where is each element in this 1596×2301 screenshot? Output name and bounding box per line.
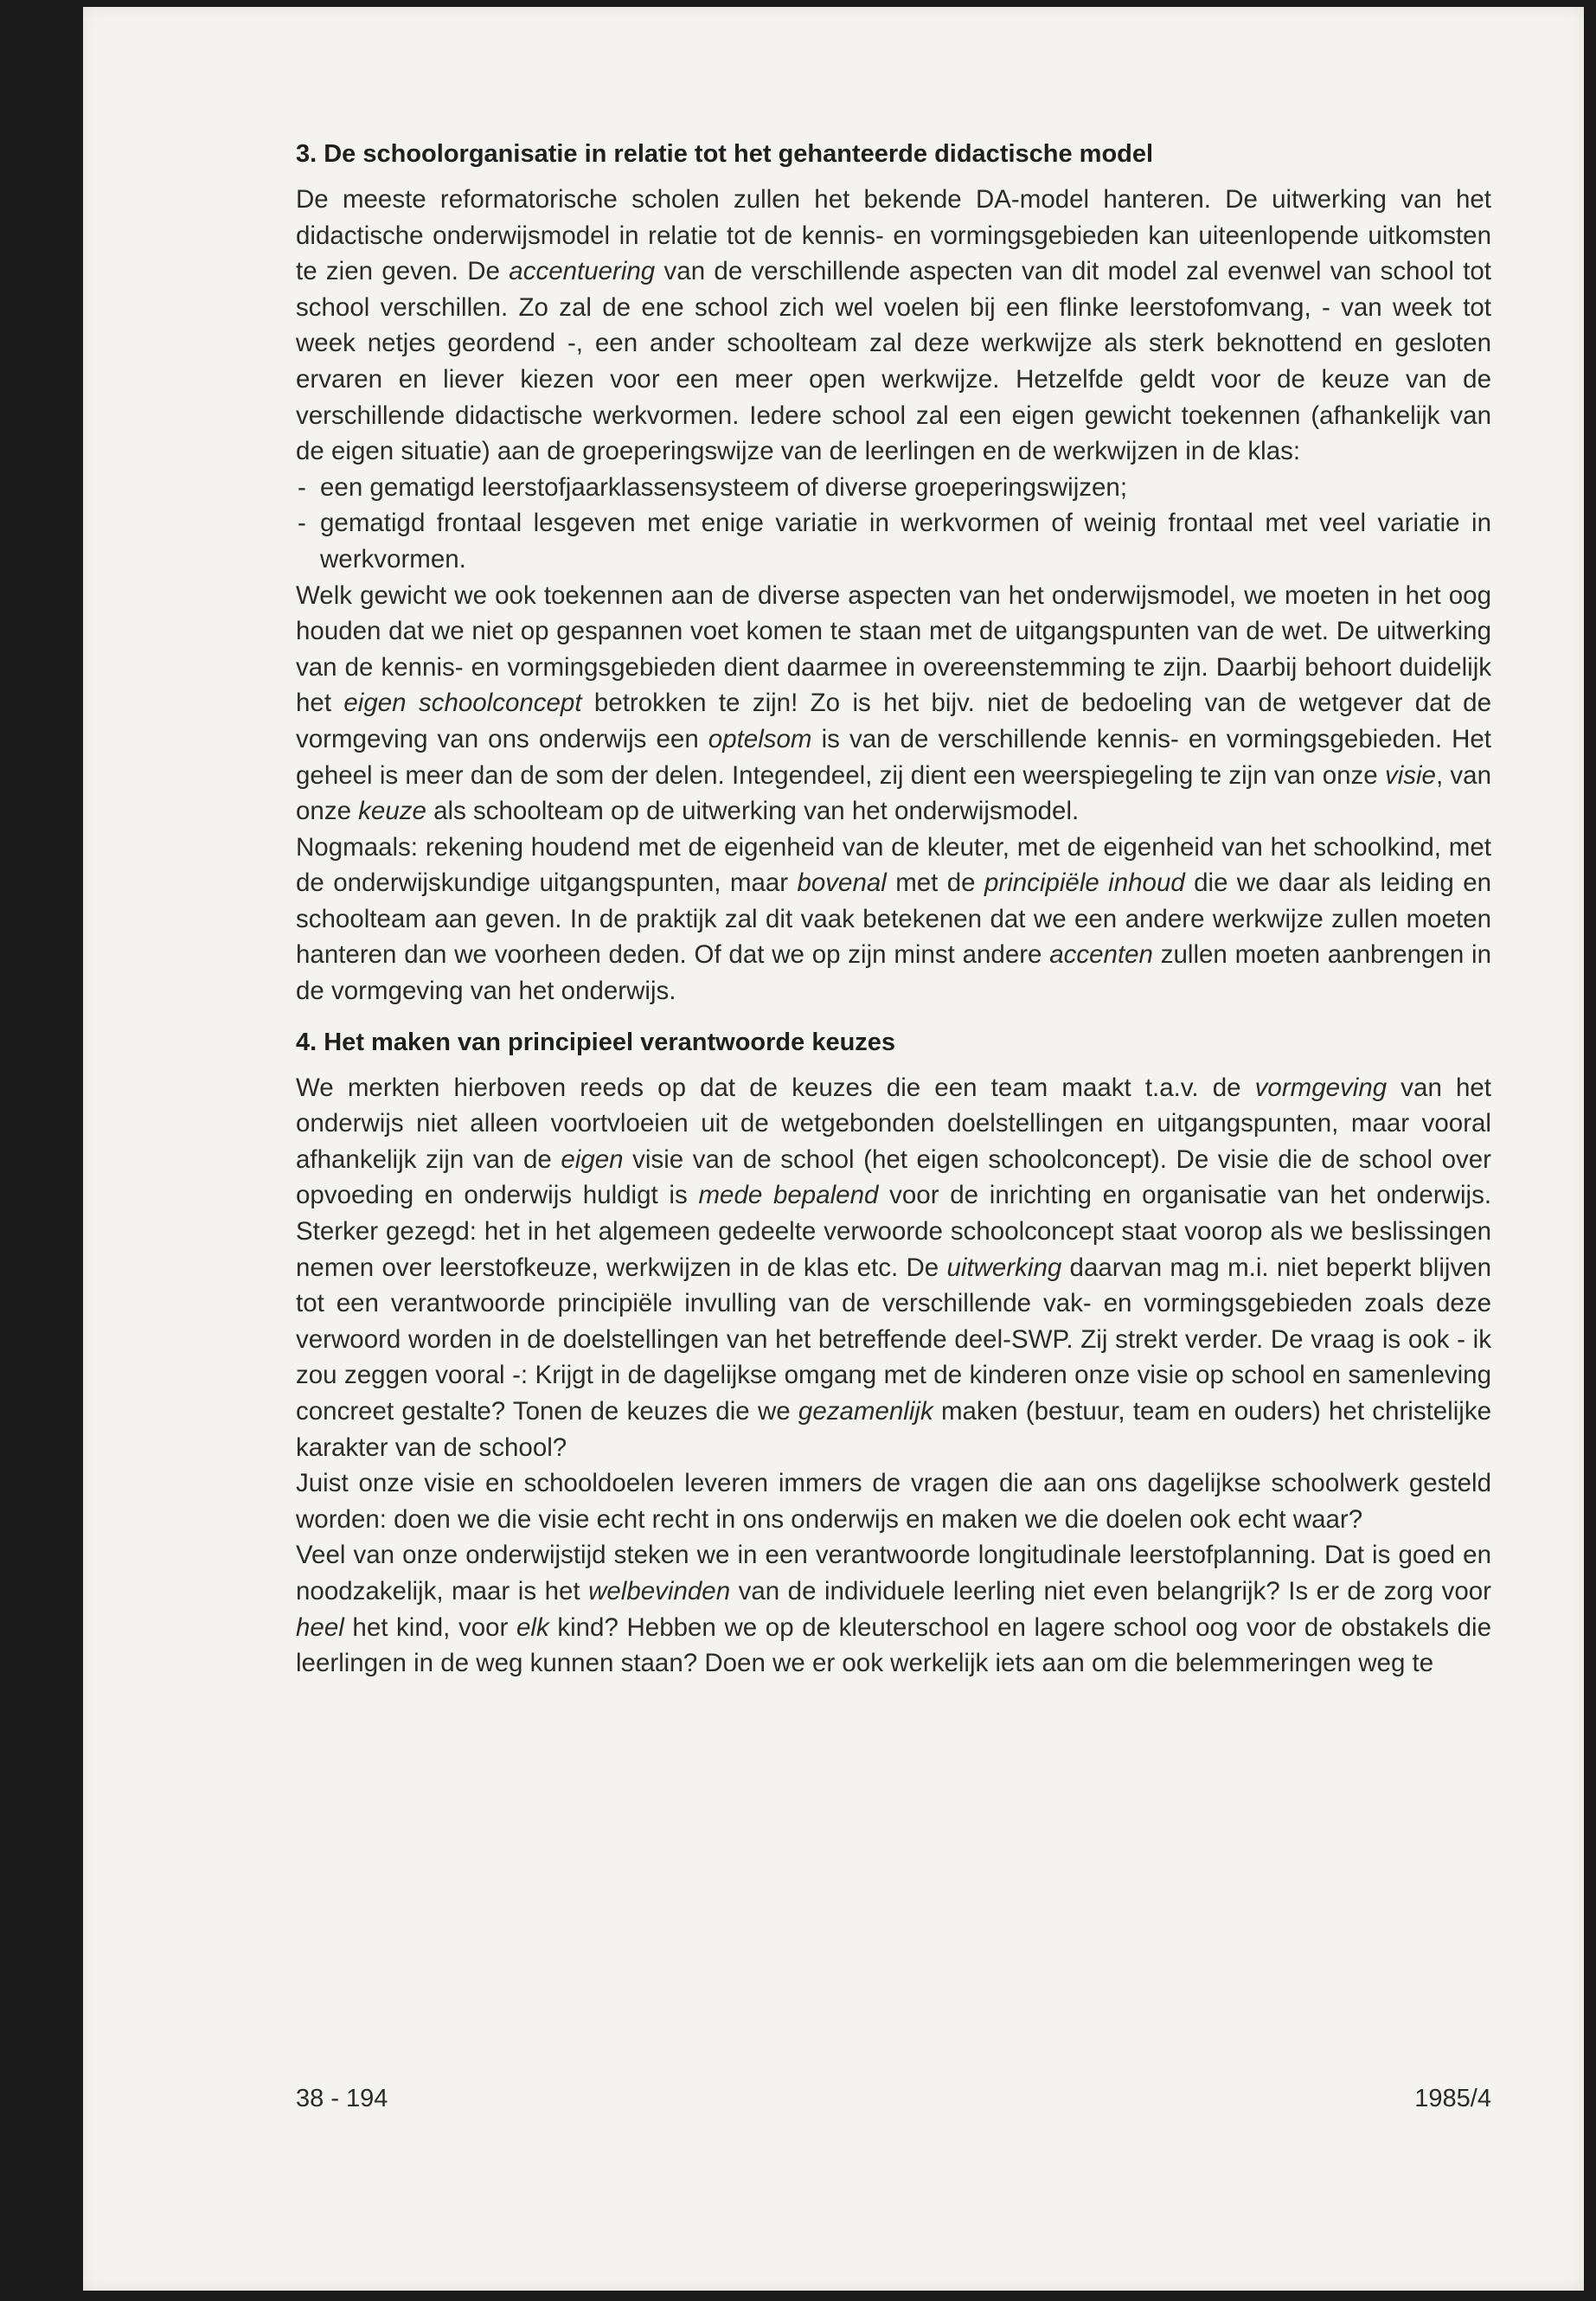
page-sheet (83, 7, 1584, 2291)
section-3-paragraph-1: De meeste reformatorische scholen zullen het bekende DA-model hanteren. De uitwerking van het didactische onderwijsmodel in relatie tot de kennis- en vormingsgebieden kan uiteenlopende uitkomsten te zien geven. De accentuering van de verschillende aspecten van dit model zal evenwel van school tot school verschillen. Zo zal de ene school zich wel voelen bij een flinke leerstofomvang, - van week tot week netjes geordend -, een ander schoolteam zal deze werkwijze als sterk beknottend en gesloten ervaren en liever kiezen voor een meer open werkwijze. Hetzelfde geldt voor de keuze van de verschillende didactische werkvormen. Iedere school zal een eigen gewicht toekennen (afhankelijk van de eigen situatie) aan de groeperingswijze van de leerlingen en de werkwijzen in de klas: (296, 185, 1491, 466)
page-number: 38 - 194 (296, 2085, 388, 2112)
section-4-paragraph-2: Juist onze visie en schooldoelen leveren immers de vragen die aan ons dagelijkse schoolwerk gesteld worden: doen we die visie echt recht in ons onderwijs en maken we die doelen ook echt waar? (296, 1469, 1491, 1534)
section-4-paragraph-3: Veel van onze onderwijstijd steken we in een verantwoorde longitudinale leerstofplanning. Dat is goed en noodzakelijk, maar is het welbevinden van de individuele leerling niet even belangrijk? Is er de zorg voor heel het kind, voor elk kind? Hebben we op de kleuterschool en lagere school oog voor de obstakels die leerlingen in de weg kunnen staan? Doen we er ook werkelijk iets aan om die belemmeringen weg te (296, 1541, 1492, 1678)
section-3-paragraph-2: Welk gewicht we ook toekennen aan de diverse aspecten van het onderwijsmodel, we moeten in het oog houden dat we niet op gespannen voet komen te staan met de uitgangspunten van de wet. De uitwerking van de kennis- en vormingsgebieden dient daarmee in overeenstemming te zijn. Daarbij behoort duidelijk het eigen schoolconcept betrokken te zijn! Zo is het bijv. niet de bedoeling van de wetgever dat de vormgeving van ons onderwijs een optelsom is van de verschillende kennis- en vormingsgebieden. Het geheel is meer dan de som der delen. Integendeel, zij dient een weerspiegeling te zijn van onze visie, van onze keuze als schoolteam op de uitwerking van het onderwijsmodel. (296, 580, 1491, 826)
list-item: - een gematigd leerstofjaarklassensysteem of diverse groeperingswijzen; (296, 470, 1491, 506)
page-footer (296, 2085, 1491, 2119)
section-3-heading: 3. De schoolorganisatie in relatie tot het gehanteerde didactische model (296, 140, 1154, 168)
section-3-paragraph-3: Nogmaals: rekening houdend met de eigenheid van de kleuter, met de eigenheid van het schoolkind, met de onderwijskundige uitgangspunten, maar bovenal met de principiële inhoud die we daar als leiding en schoolteam aan geven. In de praktijk zal dit vaak betekenen dat we een andere werkwijze zullen moeten hanteren dan we voorheen deden. Of dat we op zijn minst andere accenten zullen moeten aanbrengen in de vormgeving van het onderwijs. (296, 832, 1492, 1006)
section-4-paragraph-1: We merkten hierboven reeds op dat de keuzes die een team maakt t.a.v. de vormgeving van het onderwijs niet alleen voortvloeien uit de wetgebonden doelstellingen en uitgangspunten, maar vooral afhankelijk zijn van de eigen visie van de school (het eigen schoolconcept). De visie die de school over opvoeding en onderwijs huldigt is mede bepalend voor de inrichting en organisatie van het onderwijs. Sterker gezegd: het in het algemeen gedeelte verwoorde schoolconcept staat voorop als we beslissingen nemen over leerstofkeuze, werkwijzen in de klas etc. De uitwerking daarvan mag m.i. niet beperkt blijven tot een verantwoorde principiële invulling van de verschillende vak- en vormingsgebieden zoals deze verwoord worden in de doelstellingen van het betreffende deel-SWP. Zij strekt verder. De vraag is ook - ik zou zeggen vooral -: Krijgt in de dagelijkse omgang met de kinderen onze visie op school en samenleving concreet gestalte? Tonen de keuzes die we gezamenlijk maken (bestuur, team en ouders) het christelijke karakter van de school? (296, 1073, 1492, 1462)
issue-number: 1985/4 (1414, 2085, 1491, 2112)
list-item: - gematigd frontaal lesgeven met enige variatie in werkvormen of weinig frontaal met veel variatie in werkvormen. (296, 505, 1491, 577)
section-3-bullet-list (296, 470, 1491, 578)
article-body (296, 137, 1491, 1682)
section-4-heading: 4. Het maken van principieel verantwoorde keuzes (296, 1028, 896, 1056)
